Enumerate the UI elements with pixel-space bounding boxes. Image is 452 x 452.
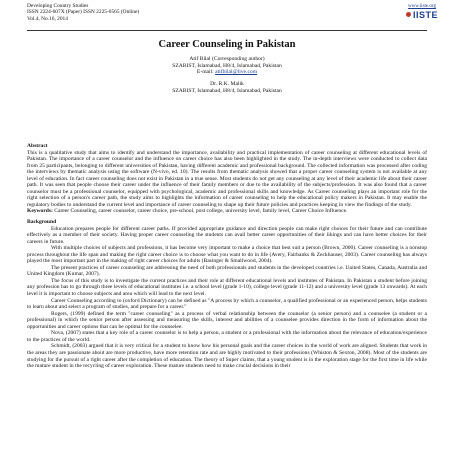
keywords-text: Career Counseling, career counselor, career choice, pre-school, post college, university level, family level, Career Choice Influence. [54,208,348,215]
author-email-link[interactable]: atifbilal@live.com [215,69,258,76]
journal-header [27,3,427,22]
body-paragraph: With multiple choices of subjects and professions, it has become very important to make a choice that best suit a person (Brown, 2000). Career counseling is a nonstop process throughout the life span and making the right career choice is to choose what you want to do in life (Avery, Fairbanks & Zeckhauser, 2003). Career counseling has always played the most important part in the making of right career choices for adults (Basinger & Smallwood, 2004). [27,245,427,265]
body-paragraph: Nova, (2007) states that a key role of a career counselor is to help a person, a student or a professional with the information about the relevance of education/experience to the practices of the world. [27,330,427,343]
publisher-url-link[interactable]: www.iiste.org [408,4,436,9]
logo-mark-icon [406,12,411,17]
journal-volume: Vol.4, No.16, 2014 [27,15,68,22]
author-block [27,56,427,95]
email-label: E-mail: [196,69,214,76]
body-paragraph: Education prepares people for different career paths. If provided appropriate guidance and direction people can make right choices for their future and can contribute effectively as a member of their society. Having proper career counseling the students can avail better career opportunities of their likings and can have better choices for their careers in future. [27,225,427,245]
journal-issn: ISSN 2224-607X (Paper) ISSN 2225-0565 (Online) [27,9,140,16]
paper-title: Career Counseling in Pakistan [158,39,296,50]
iiste-logo [404,10,440,20]
body-paragraph: Career Counseling according to (oxford Dictionary) can be defined as "A process by which a counselor, a qualified professional or an experienced person, helps students to learn about and select a program of studies, and prepare for a career." [27,297,427,311]
body-paragraph: Rogers, (1999) defined the term "career counseling" as a process of verbal relationship between the counselor (a senior person) and a counselee (a student or a professional) in which the senior person after assessing and measuring the skills, interest and abilities of a counselee provides direction in the form of information about the opportunities and career options that can be optimal for the counselee. [27,310,427,330]
body-paragraph: The present practices of career counseling are addressing the need of both professionals and students in the developed countries i.e. United States, Canada, Australia and United Kingdom (Kumar, 2007). [27,264,427,278]
paper-body [27,143,427,370]
journal-name: Developing Country Studies [27,3,89,9]
header-divider [27,30,427,31]
author-email-line [27,69,427,76]
author-affiliation: SZABIST, Islamabad, H8/4, Islamabad, Pakistan [172,62,282,69]
abstract-heading: Abstract [27,143,48,149]
body-paragraph: Schmidt, (2003) argued that it is very critical for a student to know how his personal goals and the career choices in the world of work are aligned. Students that work in the areas they are passionate about are more productive, have more retention rate and are highly motivated to their professions (Whiston & Sexton, 2008). Most of the students are studying for the pursuit of a right career after the completion of education. The theory of Super claims, that a young student is in the exploration stage for the first time in life while the mature student in the recycling of career exploration. These mature students need to make crucial decisions in their [27,343,427,370]
author-name: Dr. R.K. Malik [210,81,244,88]
publisher-block [404,4,440,20]
keywords-label: Keywords: [27,208,53,215]
logo-text: IISTE [412,10,438,20]
body-paragraph: The focus of this study is to investigate the current practices and their role at different educational levels and institutes of Pakistan. In Pakistan a student before joining any profession has to go through three levels of educational institutes i.e. a school level (grade 1-10), college level (grade 11-12) and a university level (grade 13 onwards). At each level it is important to choose subjects and area which will lead to the next level. [27,277,427,298]
author-name: Atif Bilal (Corresponding author) [189,56,265,62]
author-affiliation: SZABIST, Islamabad, H8/4, Islamabad, Pakistan [172,87,282,94]
abstract-text: This is a qualitative study that aims to identify and understand the importance, availability and practical implementation of career counseling at different educational levels of Pakistan. The importance of a career counselor and the influence on career choice has also been highlighted in the study. The in-depth interviews were conducted to collect data from 25 participants, belonging to different universities of Pakistan, having different academic and professional background. The collected information was processed after coding the interviews by thematic analysis using the software (N-vivo, ed. 10). The results from thematic analysis showed that a proper career counseling system is not available at any level of education. In fact career counseling does not exist in Pakistan in a true sense. Most students do not get any counseling at any level of their academic life about their career path. It was seen that people choose their career under the influence of their family members or due to the availability of the subjects/profession. It was also found that a career counselor must be a professional counselor, equipped with psychological, academic and professional skills and knowledge. As Career counseling plays an important role for the right selection of a person's career path, the study aims to highlights the information of career counseling to help the educational policy makers in Pakistan. It may enable the regulatory bodies to understand the current level and importance of career counseling to shape up their future policies and practices keeping in view the findings of the study. [27,149,427,208]
background-heading: Background [27,219,57,226]
